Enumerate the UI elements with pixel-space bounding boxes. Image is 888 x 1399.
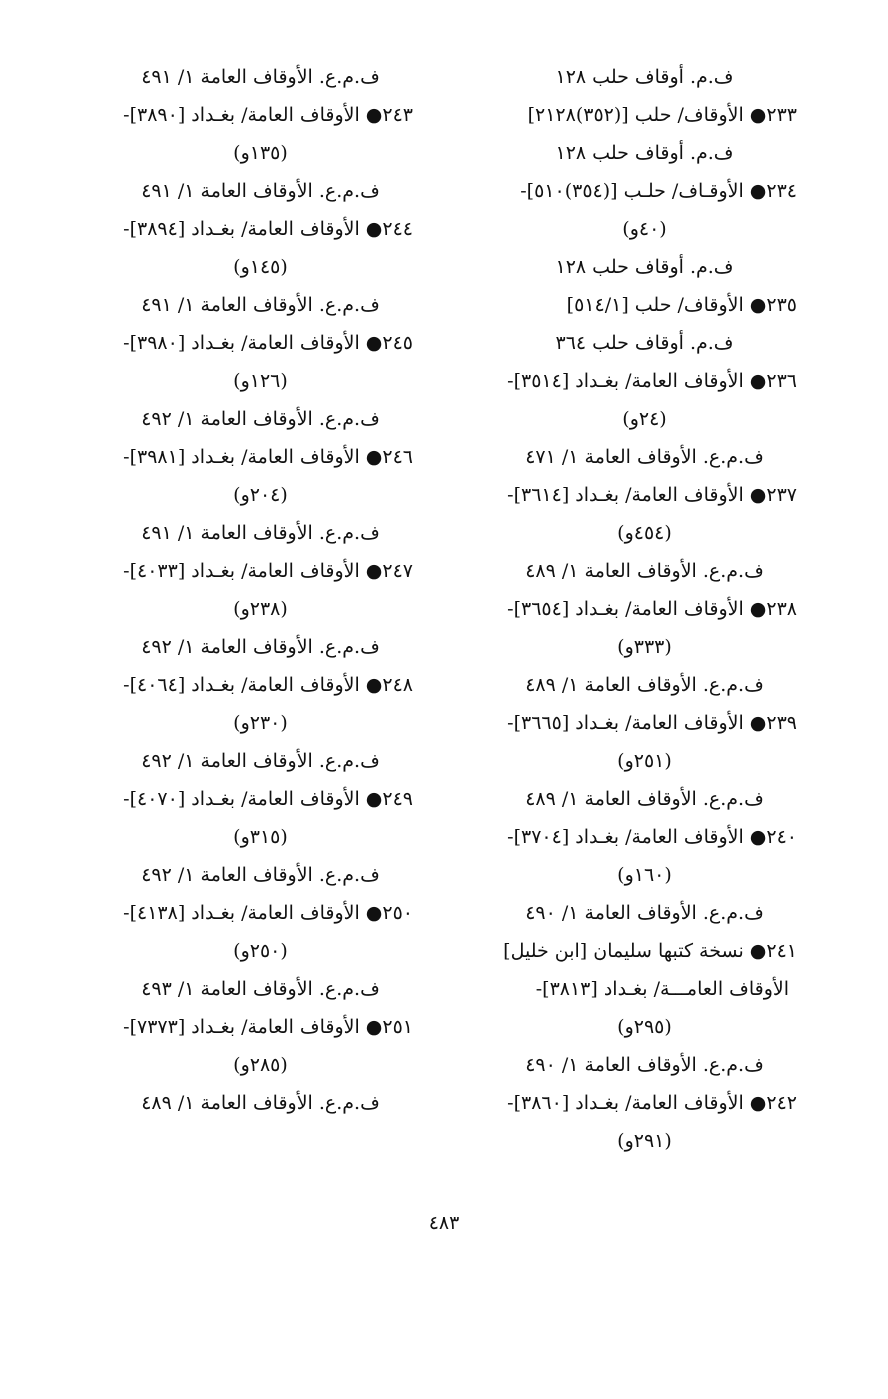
source-reference: ف.م.ع. الأوقاف العامة ١/ ٤٨٩ (141, 1092, 380, 1114)
source-reference: ف.م. أوقاف حلب ١٢٨ (555, 256, 734, 278)
catalog-entry: ٢٣٥● الأوقاف/ حلب [٥١٤/١] (566, 294, 797, 316)
folio-reference: (١٣٥و) (233, 142, 288, 164)
source-reference: ف.م.ع. الأوقاف العامة ١/ ٤٩١ (141, 522, 380, 544)
source-reference: ف.م.ع. الأوقاف العامة ١/ ٤٩٢ (141, 408, 380, 430)
folio-reference: (٢٩٥و) (617, 1016, 672, 1038)
catalog-entry: ٢٤٧● الأوقاف العامة/ بغـداد [٤٠٣٣]- (123, 560, 413, 582)
catalog-entry: ٢٤٠● الأوقاف العامة/ بغـداد [٣٧٠٤]- (507, 826, 797, 848)
catalog-entry: ٢٤٦● الأوقاف العامة/ بغـداد [٣٩٨١]- (123, 446, 413, 468)
source-reference: ف.م. أوقاف حلب ٣٦٤ (555, 332, 734, 354)
catalog-entry: ٢٣٣● الأوقاف/ حلب [(٣٥٢)٢١٢٨] (527, 104, 797, 126)
folio-reference: (٢٥٠و) (233, 940, 288, 962)
folio-reference: (٤٥٤و) (617, 522, 672, 544)
source-reference: ف.م.ع. الأوقاف العامة ١/ ٤٩٢ (141, 636, 380, 658)
catalog-entry: ٢٥١● الأوقاف العامة/ بغـداد [٧٣٧٣]- (123, 1016, 413, 1038)
folio-reference: (١٢٦و) (233, 370, 288, 392)
source-reference: ف.م. أوقاف حلب ١٢٨ (555, 66, 734, 88)
catalog-entry: ٢٣٤● الأوقـاف/ حلـب [(٣٥٤)٥١٠]- (520, 180, 797, 202)
catalog-entry: ٢٤٤● الأوقاف العامة/ بغـداد [٣٨٩٤]- (123, 218, 413, 240)
folio-reference: (٢٤و) (622, 408, 667, 430)
catalog-entry: ٢٤٥● الأوقاف العامة/ بغـداد [٣٩٨٠]- (123, 332, 413, 354)
source-reference: ف.م. أوقاف حلب ١٢٨ (555, 142, 734, 164)
folio-reference: (٢٥١و) (617, 750, 672, 772)
catalog-entry: ٢٣٩● الأوقاف العامة/ بغـداد [٣٦٦٥]- (507, 712, 797, 734)
folio-reference: (٢٨٥و) (233, 1054, 288, 1076)
source-reference: ف.م.ع. الأوقاف العامة ١/ ٤٧١ (525, 446, 764, 468)
page-number: ٤٨٣ (428, 1212, 460, 1234)
folio-reference: (١٦٠و) (617, 864, 672, 886)
source-reference: ف.م.ع. الأوقاف العامة ١/ ٤٩٢ (141, 864, 380, 886)
source-reference: ف.م.ع. الأوقاف العامة ١/ ٤٩١ (141, 294, 380, 316)
folio-reference: (٣٣٣و) (617, 636, 672, 658)
source-reference: ف.م.ع. الأوقاف العامة ١/ ٤٩١ (141, 180, 380, 202)
source-reference: ف.م.ع. الأوقاف العامة ١/ ٤٩٢ (141, 750, 380, 772)
right-column (452, 58, 797, 1160)
catalog-entry: ٢٤١● نسخة كتبها سليمان [ابن خليل] (503, 940, 797, 962)
source-reference: ف.م.ع. الأوقاف العامة ١/ ٤٨٩ (525, 560, 764, 582)
catalog-entry: ٢٤٢● الأوقاف العامة/ بغـداد [٣٨٦٠]- (507, 1092, 797, 1114)
catalog-entry: ٢٣٦● الأوقاف العامة/ بغـداد [٣٥١٤]- (507, 370, 797, 392)
catalog-entry: ٢٤٣● الأوقاف العامة/ بغـداد [٣٨٩٠]- (123, 104, 413, 126)
source-reference: ف.م.ع. الأوقاف العامة ١/ ٤٩١ (141, 66, 380, 88)
folio-reference: (١٤٥و) (233, 256, 288, 278)
folio-reference: (٢٣٠و) (233, 712, 288, 734)
folio-reference: (٤٠و) (622, 218, 667, 240)
catalog-entry: ٢٣٧● الأوقاف العامة/ بغـداد [٣٦١٤]- (507, 484, 797, 506)
left-column (68, 58, 413, 1122)
source-reference: ف.م.ع. الأوقاف العامة ١/ ٤٨٩ (525, 674, 764, 696)
catalog-entry: ٢٤٩● الأوقاف العامة/ بغـداد [٤٠٧٠]- (123, 788, 413, 810)
catalog-entry: ٢٣٨● الأوقاف العامة/ بغـداد [٣٦٥٤]- (507, 598, 797, 620)
source-reference: ف.م.ع. الأوقاف العامة ١/ ٤٩٠ (525, 1054, 764, 1076)
source-reference: ف.م.ع. الأوقاف العامة ١/ ٤٩٣ (141, 978, 380, 1000)
folio-reference: (٢٠٤و) (233, 484, 288, 506)
source-reference: ف.م.ع. الأوقاف العامة ١/ ٤٩٠ (525, 902, 764, 924)
entry-continuation: الأوقاف العامـــة/ بغـداد [٣٨١٣]- (535, 978, 789, 1000)
folio-reference: (٢٩١و) (617, 1130, 672, 1152)
folio-reference: (٣١٥و) (233, 826, 288, 848)
folio-reference: (٢٣٨و) (233, 598, 288, 620)
catalog-entry: ٢٥٠● الأوقاف العامة/ بغـداد [٤١٣٨]- (123, 902, 413, 924)
source-reference: ف.م.ع. الأوقاف العامة ١/ ٤٨٩ (525, 788, 764, 810)
catalog-entry: ٢٤٨● الأوقاف العامة/ بغـداد [٤٠٦٤]- (123, 674, 413, 696)
